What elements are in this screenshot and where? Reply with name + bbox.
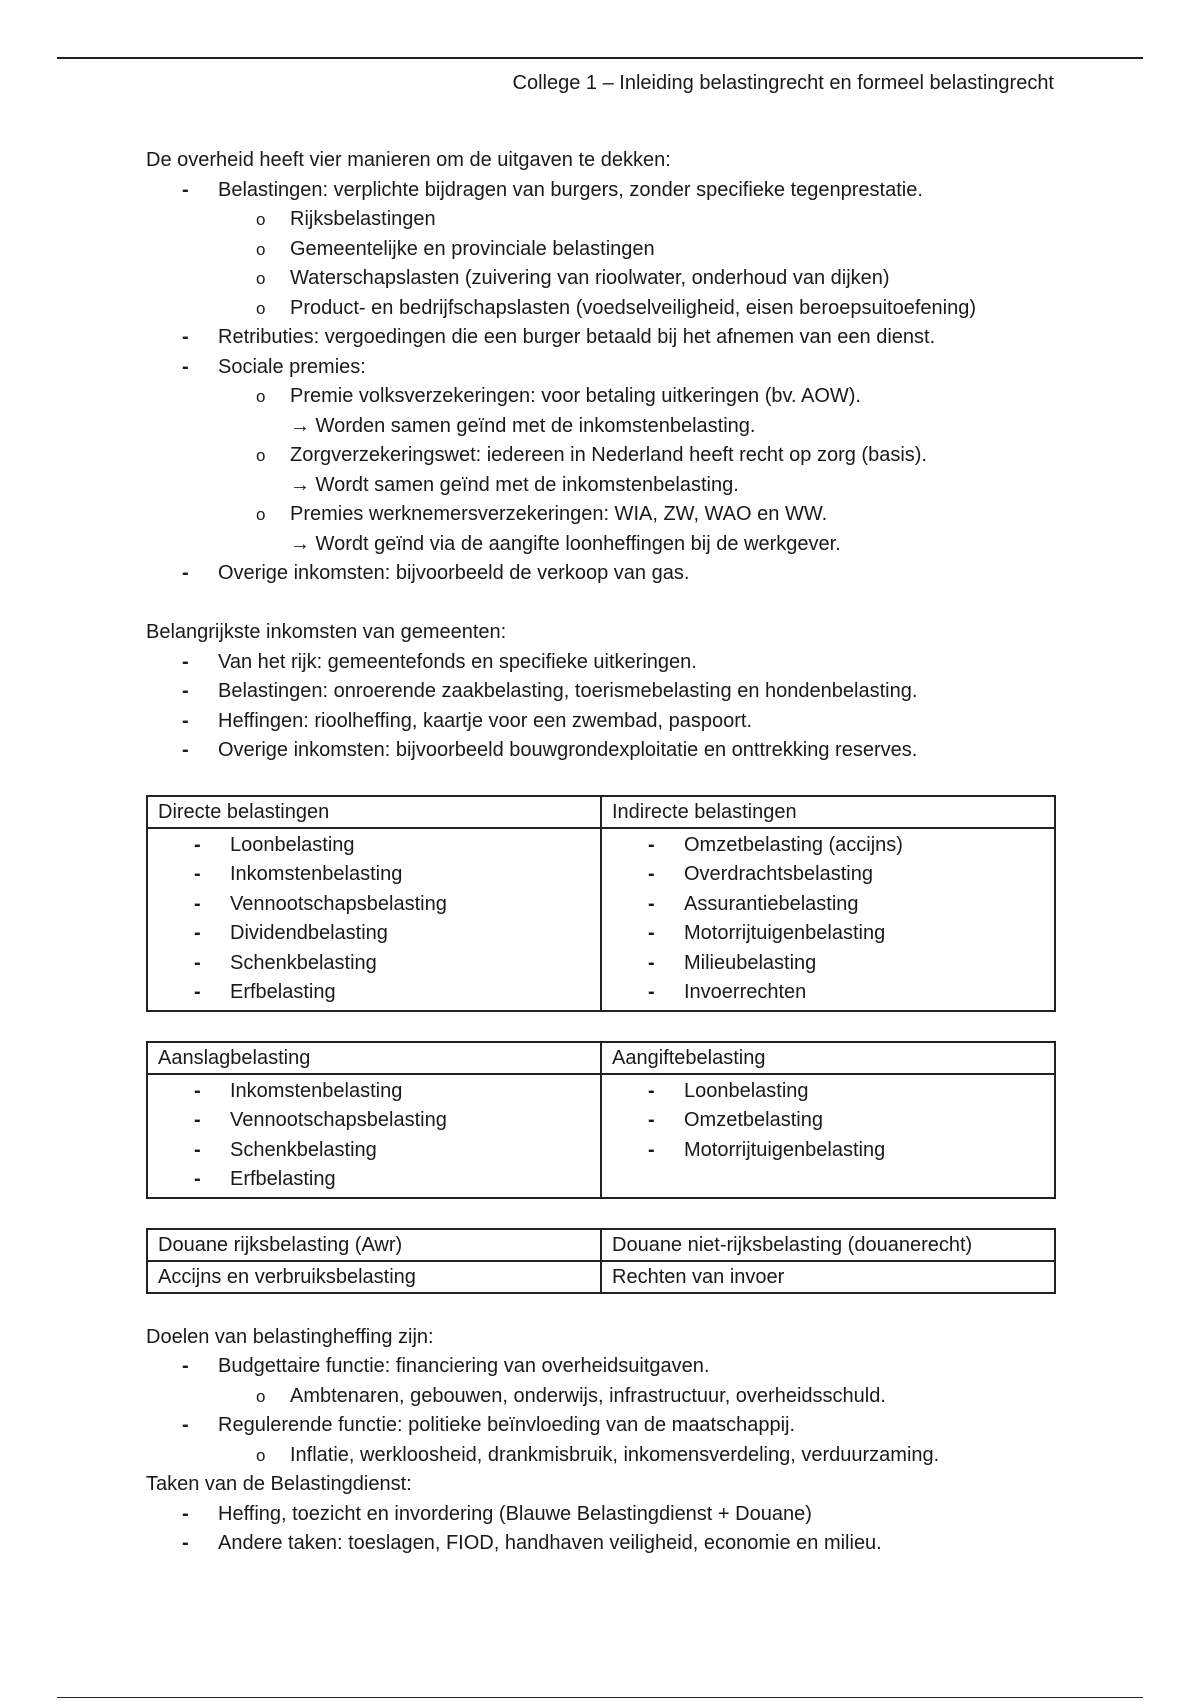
sublist-item-text: Rijksbelastingen bbox=[290, 208, 436, 230]
sublist-item-text: Premie volksverzekeringen: voor betaling uitkeringen (bv. AOW). bbox=[290, 385, 861, 407]
circle-bullet: o bbox=[256, 239, 266, 259]
list-item-text: Budgettaire functie: financiering van overheidsuitgaven. bbox=[218, 1355, 710, 1377]
list-item-text: Omzetbelasting bbox=[684, 1109, 823, 1131]
doelen-section bbox=[146, 1323, 1066, 1559]
table-cell bbox=[147, 1074, 601, 1198]
list-item bbox=[648, 890, 1044, 920]
list-item-text: Motorrijtuigenbelasting bbox=[684, 922, 886, 944]
list-item bbox=[182, 1352, 1066, 1411]
table-cell bbox=[147, 828, 601, 1011]
list-item-text: Retributies: vergoedingen die een burger betaald bij het afnemen van een dienst. bbox=[218, 326, 936, 348]
sublist-item-text: Zorgverzekeringswet: iedereen in Nederland heeft recht op zorg (basis). bbox=[290, 444, 927, 466]
list-item bbox=[648, 1106, 1044, 1136]
list-item-text: Van het rijk: gemeentefonds en specifieke uitkeringen. bbox=[218, 650, 697, 673]
table-header-cell: Directe belastingen bbox=[147, 796, 601, 828]
list-item bbox=[648, 860, 1044, 890]
table-header-cell: Indirecte belastingen bbox=[601, 796, 1055, 828]
document-body bbox=[146, 146, 1066, 1559]
list-item bbox=[194, 1136, 590, 1166]
sublist-item bbox=[256, 294, 1066, 324]
sublist bbox=[218, 1441, 1066, 1471]
circle-bullet: o bbox=[256, 1445, 266, 1465]
list-item bbox=[194, 860, 590, 890]
dash-bullet: - bbox=[648, 981, 655, 1003]
dash-bullet: - bbox=[182, 680, 189, 702]
arrow-note: → Wordt geïnd via de aangifte loonheffingen bij de werkgever. bbox=[290, 532, 841, 555]
dash-bullet: - bbox=[182, 1532, 189, 1554]
list-item-text: Motorrijtuigenbelasting bbox=[684, 1138, 886, 1161]
dash-bullet: - bbox=[182, 562, 189, 584]
section-intro-doelen: Doelen van belastingheffing zijn: bbox=[146, 1325, 434, 1348]
list-item bbox=[182, 1529, 1066, 1559]
table-header-cell: Aangiftebelasting bbox=[601, 1042, 1055, 1074]
arrow-note: → Wordt samen geïnd met de inkomstenbelasting. bbox=[290, 473, 739, 496]
sublist-item bbox=[256, 235, 1066, 265]
dash-bullet: - bbox=[194, 951, 201, 974]
sublist-item-text: Inflatie, werkloosheid, drankmisbruik, inkomensverdeling, verduurzaming. bbox=[290, 1443, 940, 1466]
table-header-cell: Douane niet-rijksbelasting (douanerecht) bbox=[601, 1229, 1055, 1261]
top-rule bbox=[57, 57, 1143, 59]
dash-bullet: - bbox=[182, 1414, 189, 1436]
dash-bullet: - bbox=[194, 892, 201, 915]
sublist-item bbox=[256, 500, 1066, 559]
list-item bbox=[194, 949, 590, 979]
cell-list bbox=[612, 831, 1044, 1008]
table-cell bbox=[601, 1074, 1055, 1198]
dash-bullet: - bbox=[648, 863, 655, 885]
list-item-text: Overige inkomsten: bijvoorbeeld bouwgrondexploitatie en onttrekking reserves. bbox=[218, 739, 918, 761]
list-item-text: Heffing, toezicht en invordering (Blauwe Belastingdienst + Douane) bbox=[218, 1502, 812, 1525]
sublist-item-text: Product- en bedrijfschapslasten (voedselveiligheid, eisen beroepsuitoefening) bbox=[290, 296, 976, 319]
sublist-item bbox=[256, 441, 1066, 500]
list-item bbox=[648, 978, 1044, 1008]
list-item bbox=[648, 1077, 1044, 1107]
dash-bullet: - bbox=[182, 355, 189, 378]
dash-bullet: - bbox=[194, 981, 201, 1003]
sublist bbox=[218, 205, 1066, 323]
dash-bullet: - bbox=[648, 833, 655, 856]
circle-bullet: o bbox=[256, 269, 266, 288]
gemeenten-list bbox=[146, 648, 1066, 766]
table-douane bbox=[146, 1228, 1056, 1294]
sublist-item-text: Gemeentelijke en provinciale belastingen bbox=[290, 237, 655, 260]
sublist-item bbox=[256, 1382, 1066, 1412]
section-intro-uitgaven: De overheid heeft vier manieren om de uitgaven te dekken: bbox=[146, 149, 671, 171]
sublist-item bbox=[256, 205, 1066, 235]
dash-bullet: - bbox=[182, 326, 189, 348]
list-item-text: Belastingen: onroerende zaakbelasting, toerismebelasting en hondenbelasting. bbox=[218, 680, 918, 702]
dash-bullet: - bbox=[194, 1138, 201, 1161]
section-intro-gemeenten: Belangrijkste inkomsten van gemeenten: bbox=[146, 621, 507, 643]
list-item-text: Regulerende functie: politieke beïnvloeding van de maatschappij. bbox=[218, 1414, 796, 1436]
page-header: College 1 – Inleiding belastingrecht en formeel belastingrecht bbox=[512, 72, 1054, 94]
list-item-text: Heffingen: rioolheffing, kaartje voor een zwembad, paspoort. bbox=[218, 709, 753, 732]
table-aanslag-aangifte bbox=[146, 1041, 1056, 1199]
list-item-text: Loonbelasting bbox=[684, 1079, 809, 1102]
circle-bullet: o bbox=[256, 210, 266, 229]
cell-list bbox=[158, 831, 590, 1008]
dash-bullet: - bbox=[194, 1109, 201, 1131]
list-item bbox=[182, 677, 1066, 707]
table-header-cell: Douane rijksbelasting (Awr) bbox=[147, 1229, 601, 1261]
list-item bbox=[648, 919, 1044, 949]
list-item bbox=[648, 949, 1044, 979]
list-item bbox=[182, 323, 1066, 353]
list-item-text: Schenkbelasting bbox=[230, 1138, 377, 1161]
list-item-text: Erfbelasting bbox=[230, 1168, 336, 1190]
dash-bullet: - bbox=[194, 922, 201, 944]
list-item-text: Erfbelasting bbox=[230, 981, 336, 1003]
section-intro-taken: Taken van de Belastingdienst: bbox=[146, 1473, 412, 1495]
circle-bullet: o bbox=[256, 446, 266, 465]
dash-bullet: - bbox=[648, 1109, 655, 1131]
list-item-text: Vennootschapsbelasting bbox=[230, 1109, 447, 1131]
list-item bbox=[182, 707, 1066, 737]
list-item bbox=[182, 1411, 1066, 1470]
dash-bullet: - bbox=[648, 1138, 655, 1161]
sublist-item bbox=[256, 1441, 1066, 1471]
list-item-text: Overdrachtsbelasting bbox=[684, 863, 873, 885]
cell-list bbox=[158, 1077, 590, 1195]
list-item-text: Overige inkomsten: bijvoorbeeld de verkoop van gas. bbox=[218, 562, 690, 584]
dash-bullet: - bbox=[182, 178, 189, 201]
list-item bbox=[194, 919, 590, 949]
dash-bullet: - bbox=[182, 709, 189, 732]
list-item-text: Inkomstenbelasting bbox=[230, 1079, 403, 1102]
list-item-text: Sociale premies: bbox=[218, 355, 366, 378]
sublist-item bbox=[256, 382, 1066, 441]
list-item bbox=[182, 736, 1066, 766]
list-item bbox=[182, 176, 1066, 324]
list-item bbox=[194, 1077, 590, 1107]
sublist bbox=[218, 1382, 1066, 1412]
list-item-text: Dividendbelasting bbox=[230, 922, 388, 944]
dash-bullet: - bbox=[182, 739, 189, 761]
list-item-text: Omzetbelasting (accijns) bbox=[684, 833, 903, 856]
list-item bbox=[194, 978, 590, 1008]
list-item-text: Schenkbelasting bbox=[230, 951, 377, 974]
list-item-text: Vennootschapsbelasting bbox=[230, 892, 447, 915]
list-item-text: Belastingen: verplichte bijdragen van burgers, zonder specifieke tegenprestatie. bbox=[218, 178, 923, 201]
dash-bullet: - bbox=[182, 1502, 189, 1525]
list-item-text: Assurantiebelasting bbox=[684, 892, 859, 915]
dash-bullet: - bbox=[194, 1079, 201, 1102]
list-item bbox=[182, 648, 1066, 678]
circle-bullet: o bbox=[256, 298, 266, 318]
list-item-text: Inkomstenbelasting bbox=[230, 863, 403, 885]
list-item bbox=[648, 831, 1044, 861]
list-item bbox=[194, 1106, 590, 1136]
circle-bullet: o bbox=[256, 505, 266, 524]
dash-bullet: - bbox=[194, 863, 201, 885]
dash-bullet: - bbox=[194, 833, 201, 856]
table-header-cell: Aanslagbelasting bbox=[147, 1042, 601, 1074]
dash-bullet: - bbox=[182, 1355, 189, 1377]
table-cell: Rechten van invoer bbox=[601, 1261, 1055, 1293]
bottom-rule bbox=[57, 1697, 1143, 1698]
arrow-note: → Worden samen geïnd met de inkomstenbelasting. bbox=[290, 414, 756, 437]
taken-list bbox=[146, 1500, 1066, 1559]
sublist-item-text: Premies werknemersverzekeringen: WIA, ZW, WAO en WW. bbox=[290, 503, 828, 525]
sublist-item-text: Waterschapslasten (zuivering van rioolwater, onderhoud van dijken) bbox=[290, 267, 890, 289]
sublist-item bbox=[256, 264, 1066, 294]
doelen-list bbox=[146, 1352, 1066, 1470]
dash-bullet: - bbox=[648, 922, 655, 944]
circle-bullet: o bbox=[256, 387, 266, 406]
cell-list bbox=[612, 1077, 1044, 1166]
table-cell: Accijns en verbruiksbelasting bbox=[147, 1261, 601, 1293]
dash-bullet: - bbox=[194, 1168, 201, 1190]
dash-bullet: - bbox=[182, 650, 189, 673]
sublist-item-text: Ambtenaren, gebouwen, onderwijs, infrastructuur, overheidsschuld. bbox=[290, 1384, 886, 1407]
dash-bullet: - bbox=[648, 951, 655, 974]
table-directe-indirecte bbox=[146, 795, 1056, 1012]
spacer bbox=[146, 589, 1066, 619]
list-item-text: Invoerrechten bbox=[684, 981, 807, 1003]
list-item bbox=[648, 1136, 1044, 1166]
list-item bbox=[182, 559, 1066, 589]
list-item-text: Loonbelasting bbox=[230, 833, 355, 856]
dash-bullet: - bbox=[648, 1079, 655, 1102]
list-item bbox=[194, 1165, 590, 1195]
list-item bbox=[182, 353, 1066, 560]
uitgaven-list bbox=[146, 176, 1066, 589]
table-cell bbox=[601, 828, 1055, 1011]
circle-bullet: o bbox=[256, 1386, 266, 1406]
list-item-text: Andere taken: toeslagen, FIOD, handhaven veiligheid, economie en milieu. bbox=[218, 1532, 882, 1554]
list-item bbox=[194, 831, 590, 861]
list-item-text: Milieubelasting bbox=[684, 951, 817, 974]
list-item bbox=[194, 890, 590, 920]
sublist bbox=[218, 382, 1066, 559]
dash-bullet: - bbox=[648, 892, 655, 915]
list-item bbox=[182, 1500, 1066, 1530]
